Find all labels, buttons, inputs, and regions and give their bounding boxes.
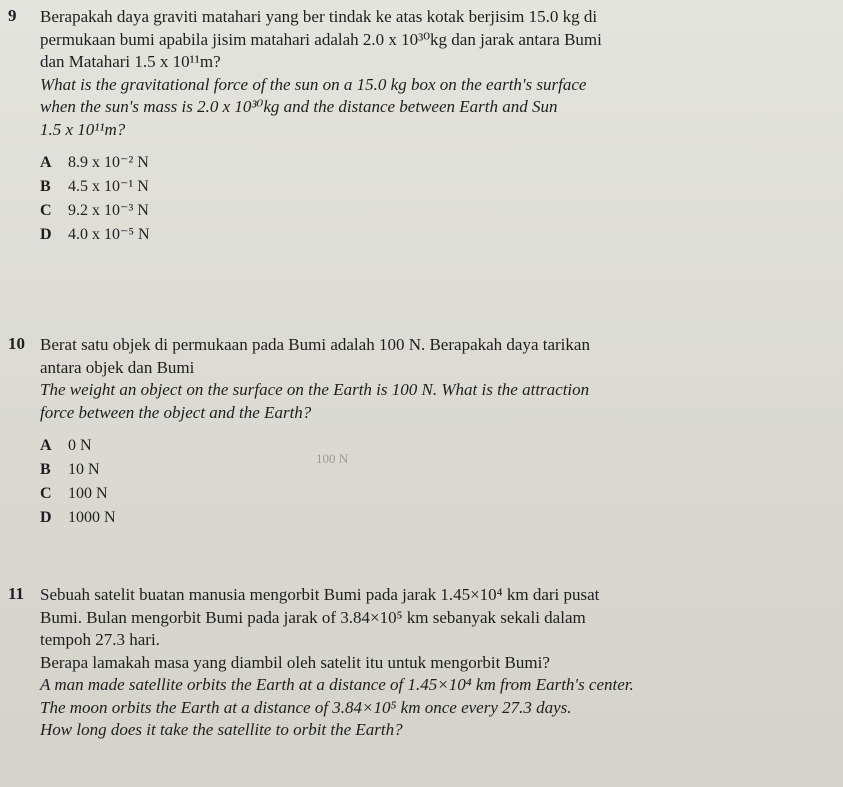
question-text-ms: Sebuah satelit buatan manusia mengorbit Bumi pada jarak 1.45×10⁴ km dari pusat xyxy=(40,585,600,604)
answer-option-b[interactable] xyxy=(40,458,838,482)
question-11 xyxy=(8,584,838,742)
option-text: 10 N xyxy=(68,461,100,478)
answer-option-b[interactable] xyxy=(40,175,838,199)
option-letter: D xyxy=(40,509,52,526)
answer-option-d[interactable] xyxy=(40,506,838,530)
answer-option-d[interactable] xyxy=(40,223,838,247)
option-letter: C xyxy=(40,485,52,502)
question-text-en: force between the object and the Earth? xyxy=(40,402,312,422)
option-letter: B xyxy=(40,461,51,478)
question-text-ms: Berapa lamakah masa yang diambil oleh satelit itu untuk mengorbit Bumi? xyxy=(40,652,550,672)
option-text: 1000 N xyxy=(68,509,116,526)
question-text-ms: Berat satu objek di permukaan pada Bumi adalah 100 N. Berapakah daya tarikan xyxy=(40,335,590,354)
answer-option-a[interactable] xyxy=(40,434,838,458)
question-text-en: What is the gravitational force of the sun on a 15.0 kg box on the earth's surface xyxy=(40,74,587,94)
question-text-en: when the sun's mass is 2.0 x 10³⁰kg and the distance between Earth and Sun xyxy=(40,97,558,116)
question-number: 9 xyxy=(8,6,17,25)
option-text: 8.9 x 10⁻² N xyxy=(68,154,149,171)
question-text-en: The weight an object on the surface on the Earth is 100 N. What is the attraction xyxy=(40,380,590,399)
question-text-ms: tempoh 27.3 hari. xyxy=(40,630,160,649)
question-text-en: A man made satellite orbits the Earth at a distance of 1.45×10⁴ km from Earth's center. xyxy=(40,675,634,694)
option-text: 4.5 x 10⁻¹ N xyxy=(68,178,149,195)
option-letter: D xyxy=(40,226,52,243)
question-text-ms: permukaan bumi apabila jisim matahari adalah 2.0 x 10³⁰kg dan jarak antara Bumi xyxy=(40,29,602,49)
option-text: 9.2 x 10⁻³ N xyxy=(68,202,149,219)
question-text-ms: Berapakah daya graviti matahari yang ber tindak ke atas kotak berjisim 15.0 kg di xyxy=(40,7,598,26)
option-text: 100 N xyxy=(68,485,108,502)
question-number: 10 xyxy=(8,334,25,353)
question-text-ms: antara objek dan Bumi xyxy=(40,357,195,377)
question-text-en: How long does it take the satellite to orbit the Earth? xyxy=(40,720,403,739)
option-text: 0 N xyxy=(68,437,92,454)
option-letter: A xyxy=(40,437,52,454)
question-text-en: 1.5 x 10¹¹m? xyxy=(40,119,126,139)
option-text: 4.0 x 10⁻⁵ N xyxy=(68,226,150,243)
answer-option-c[interactable] xyxy=(40,482,838,506)
option-letter: A xyxy=(40,154,52,171)
question-text-en: The moon orbits the Earth at a distance of 3.84×10⁵ km once every 27.3 days. xyxy=(40,697,572,717)
question-number: 11 xyxy=(8,584,25,603)
question-9 xyxy=(8,6,838,247)
question-10 xyxy=(8,334,838,530)
question-text-ms: dan Matahari 1.5 x 10¹¹m? xyxy=(40,52,221,71)
answer-option-a[interactable] xyxy=(40,151,838,175)
faint-handwritten-note: 100 N xyxy=(316,451,349,466)
question-text-ms: Bumi. Bulan mengorbit Bumi pada jarak of 3.84×10⁵ km sebanyak sekali dalam xyxy=(40,607,586,627)
option-letter: B xyxy=(40,178,51,195)
option-letter: C xyxy=(40,202,52,219)
answer-option-c[interactable] xyxy=(40,199,838,223)
